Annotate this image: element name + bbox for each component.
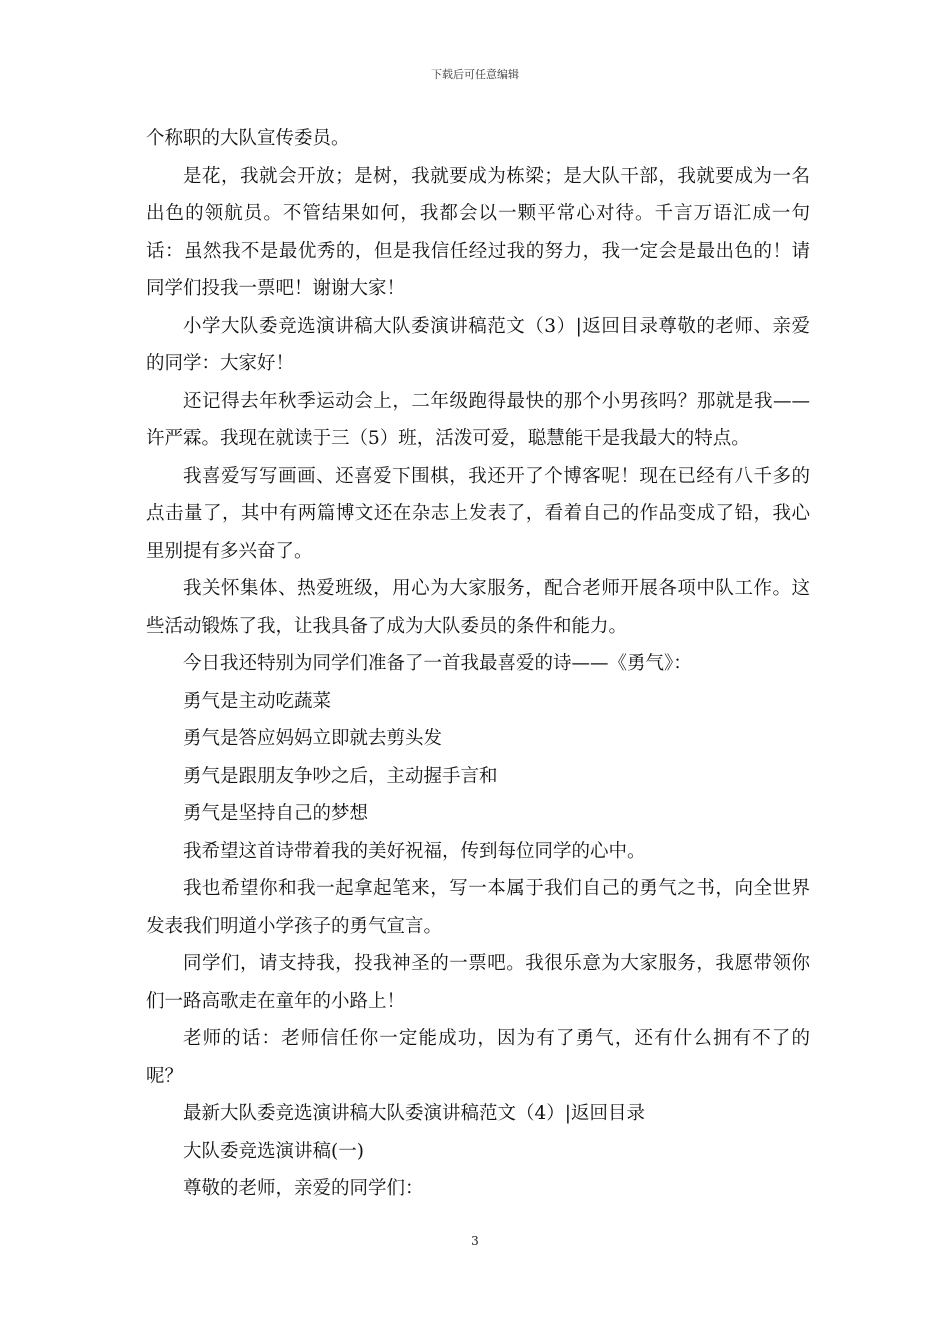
poem-line: 勇气是主动吃蔬菜 [183,690,332,712]
poem-line: 勇气是答应妈妈立即就去剪头发 [183,728,443,749]
paragraph: 我关怀集体、热爱班级，用心为大家服务，配合老师开展各项中队工作。这些活动锻炼了我，让我具备了成为大队委员的条件和能力。 [146,578,810,637]
paragraph: 老师的话：老师信任你一定能成功，因为有了勇气，还有什么拥有不了的呢？ [146,1028,810,1087]
page-header: 下载后可任意编辑 [431,68,519,81]
paragraph: 同学们，请支持我，投我神圣的一票吧。我很乐意为大家服务，我愿带领你们一路高歌走在童年的小路上！ [146,953,810,1012]
paragraph: 我希望这首诗带着我的美好祝福，传到每位同学的心中。 [183,840,646,862]
paragraph: 个称职的大队宣传委员。 [146,128,350,149]
poem-line: 勇气是坚持自己的梦想 [183,803,369,824]
section-heading-paragraph: 最新大队委竞选演讲稿大队委演讲稿范文（4）|返回目录 [183,1103,646,1124]
paragraph: 是花，我就会开放；是树，我就要成为栋梁；是大队干部，我就要成为一名出色的领航员。不管结果如何，我都会以一颗平常心对待。千言万语汇成一句话：虽然我不是最优秀的，但是我信任经过我的努力，我一定会是最出色的！请同学们投我一票吧！谢谢大家！ [146,165,810,299]
section-title: 大队委竞选演讲稿(一) [183,1140,364,1162]
paragraph: 还记得去年秋季运动会上，二年级跑得最快的那个小男孩吗？那就是我——许严霖。我现在就读于三（5）班，活泼可爱，聪慧能干是我最大的特点。 [146,390,810,449]
poem-line: 勇气是跟朋友争吵之后，主动握手言和 [183,765,498,787]
paragraph: 我喜爱写写画画、还喜爱下围棋，我还开了个博客呢！现在已经有八千多的点击量了，其中有两篇博文还在杂志上发表了，看着自己的作品变成了铅，我心里别提有多兴奋了。 [146,465,810,562]
salutation: 尊敬的老师，亲爱的同学们： [183,1178,424,1199]
paragraph: 我也希望你和我一起拿起笔来，写一本属于我们自己的勇气之书，向全世界发表我们明道小学孩子的勇气宣言。 [146,878,810,937]
paragraph: 今日我还特别为同学们准备了一首我最喜爱的诗——《勇气》： [183,653,692,674]
document-body [146,120,810,1208]
section-heading-paragraph: 小学大队委竞选演讲稿大队委演讲稿范文（3）|返回目录尊敬的老师、亲爱的同学：大家好！ [146,315,810,374]
page-number: 3 [471,1234,479,1248]
